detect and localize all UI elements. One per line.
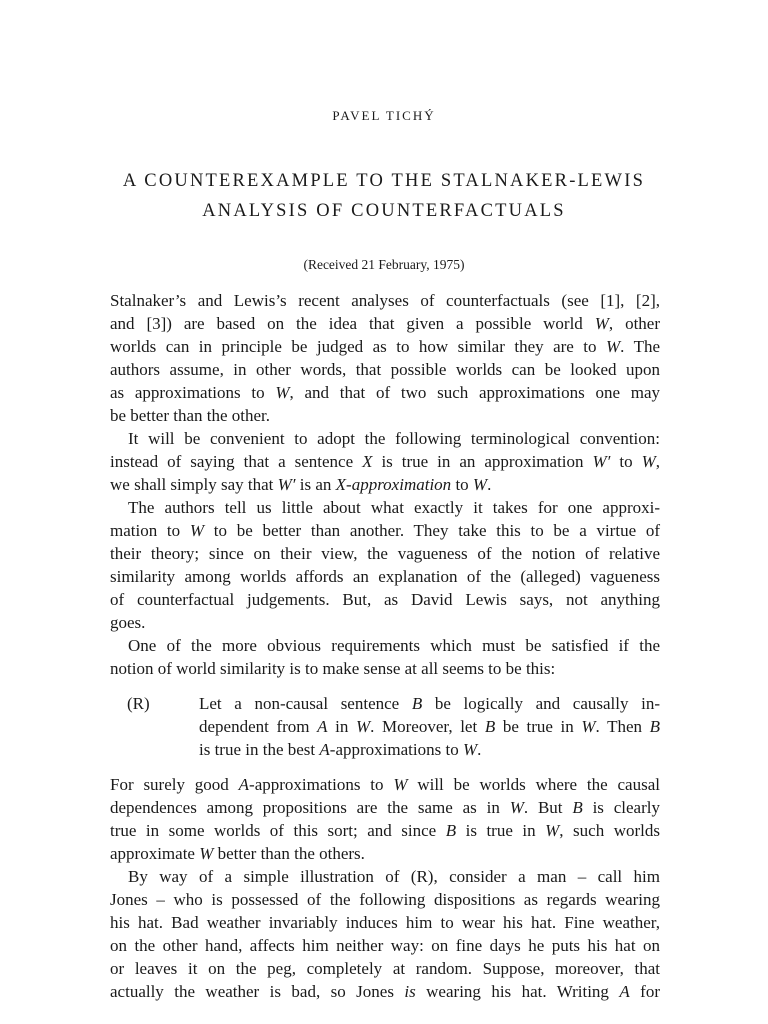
rule-text: Let a non-causal sentence B be logically and causally in- dependent from A in W. Moreover, let B be true in W. Then B is true in the best A-approximations to W. (199, 694, 660, 759)
paragraph-2: It will be convenient to adopt the following terminological convention: instead of saying that a sentence X is true in an approximation W′ to W, we shall simply say that W′ is an X-approximation to W. (110, 429, 660, 494)
paper-body (110, 289, 660, 1003)
paragraph-1: Stalnaker’s and Lewis’s recent analyses of counterfactuals (see [1], [2], and [3]) are based on the idea that given a possible world W, other worlds can in principle be judged as to how similar they are to W. The authors assume, in other words, that possible worlds can be looked upon as approximations to W, and that of two such approximations one may be better than the other. (110, 291, 660, 425)
title-line-2: ANALYSIS OF COUNTERFACTUALS (202, 201, 566, 221)
paragraph-6: By way of a simple illustration of (R), consider a man – call him Jones – who is possessed of the following dispositions as regards wearing his hat. Bad weather invariably induces him to wear his hat. Fine weather, on the other hand, affects him neither way: on fine days he puts his hat on or leaves it on the peg, completely at random. Suppose, moreover, that actually the weather is bad, so Jones is wearing his hat. Writing A for (110, 867, 660, 1001)
rule-r (110, 692, 660, 761)
rule-label: (R) (127, 694, 150, 713)
paragraph-5: For surely good A-approximations to W will be worlds where the causal dependences among propositions are the same as in W. But B is clearly true in some worlds of this sort; and since B is true in W, such worlds approximate W better than the others. (110, 775, 660, 863)
title-line-1: A COUNTEREXAMPLE TO THE STALNAKER-LEWIS (122, 171, 646, 191)
paper-title (0, 166, 768, 226)
received-date: (Received 21 February, 1975) (303, 257, 465, 272)
paragraph-3: The authors tell us little about what exactly it takes for one approxi- mation to W to be better than another. They take this to be a virtue of their theory; since on their view, the vagueness of the notion of relative similarity among worlds affords an explanation of the (alleged) vagueness of counterfactual judgements. But, as David Lewis says, not anything goes. (110, 498, 660, 632)
paragraph-4: One of the more obvious requirements which must be satisfied if the notion of world similarity is to make sense at all seems to be this: (110, 636, 660, 678)
author-name: PAVEL TICHÝ (332, 108, 436, 123)
